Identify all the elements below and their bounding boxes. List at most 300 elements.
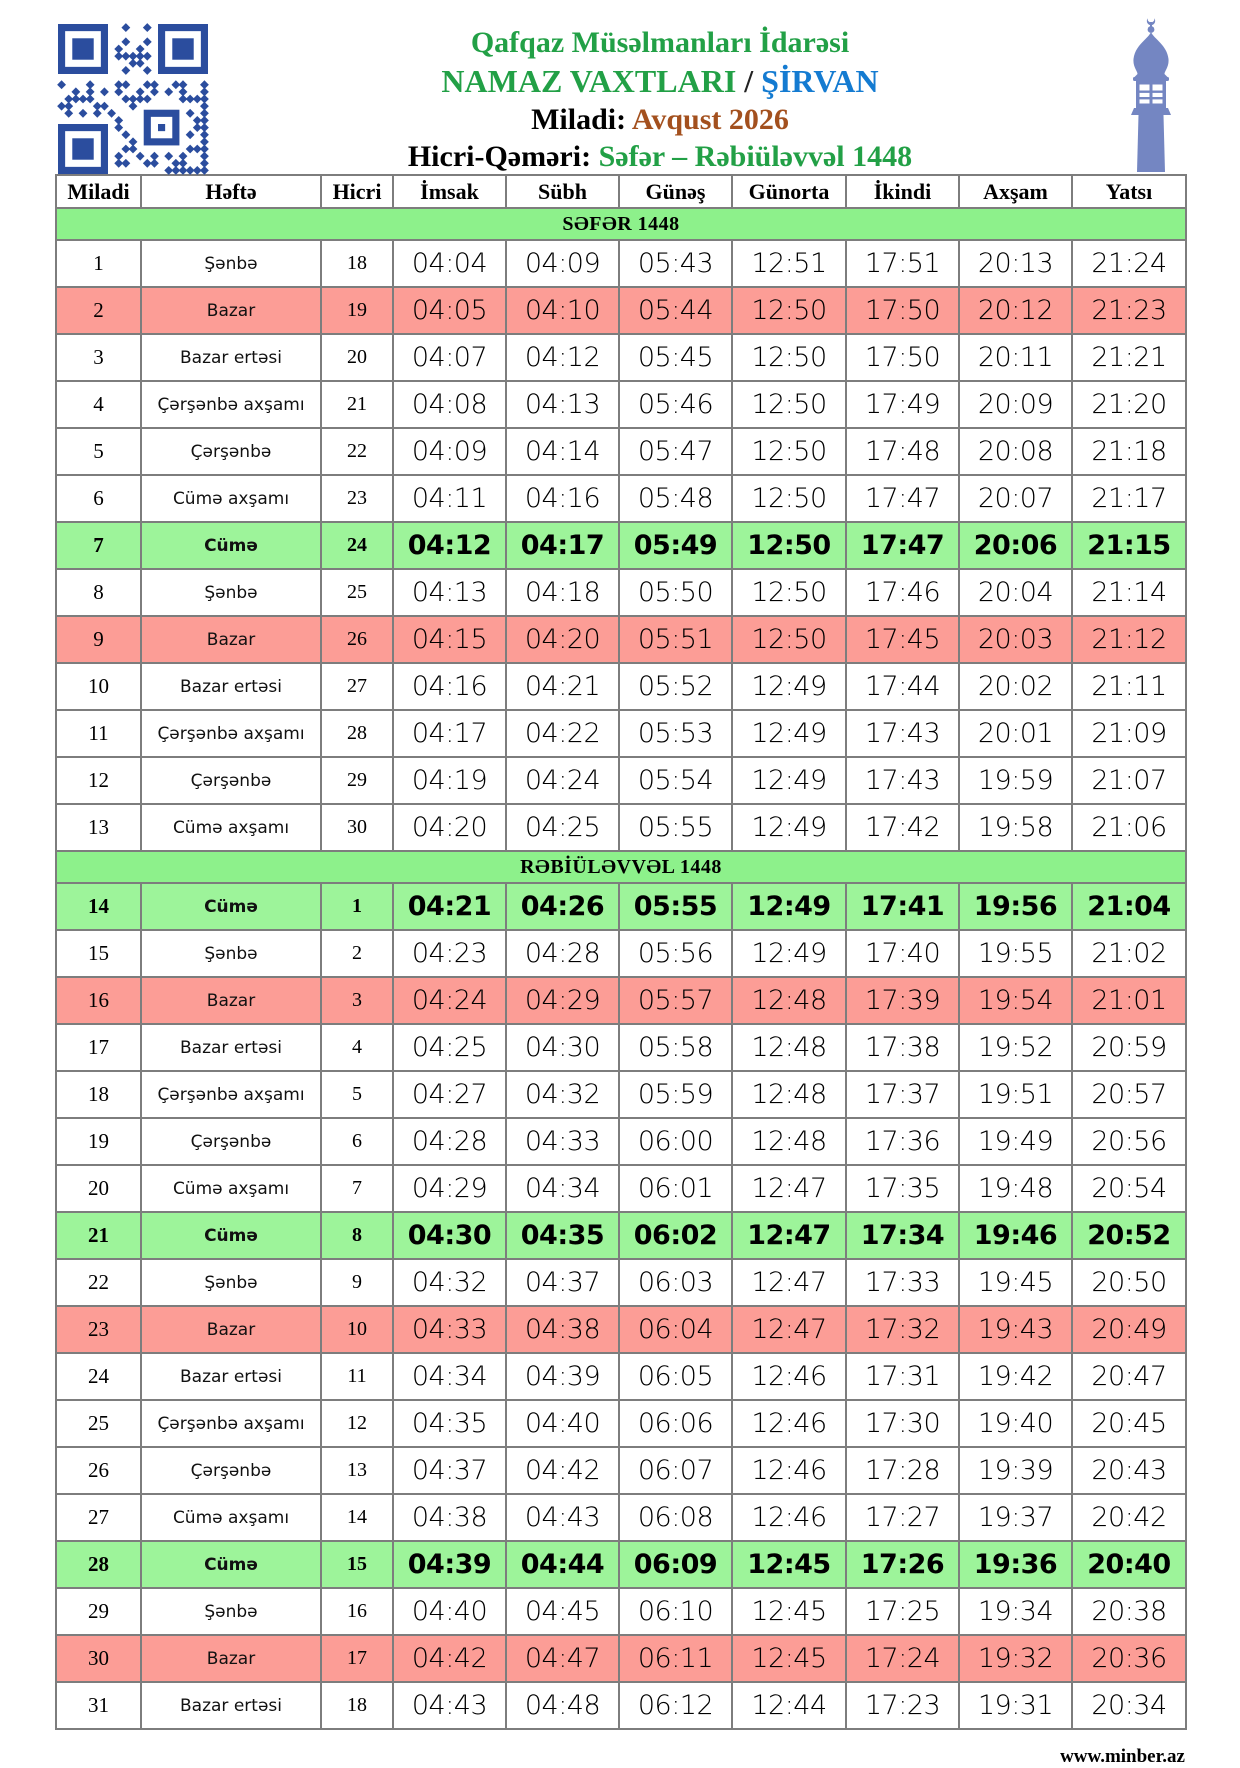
miladi-label: Miladi: <box>531 103 632 136</box>
weekday-cell: Bazar <box>141 977 321 1024</box>
time-cell-axşam: 19:39 <box>959 1447 1072 1494</box>
time-cell-i̇kindi: 17:43 <box>846 757 959 804</box>
miladi-day-cell: 14 <box>56 883 141 930</box>
weekday-cell: Şənbə <box>141 1588 321 1635</box>
time-cell-günəş: 06:04 <box>619 1306 732 1353</box>
hicri-day-cell: 6 <box>321 1118 393 1165</box>
time-cell-axşam: 19:36 <box>959 1541 1072 1588</box>
time-cell-günorta: 12:50 <box>732 381 846 428</box>
column-header-günorta: Günorta <box>732 175 846 208</box>
time-cell-yatsı: 21:06 <box>1072 804 1186 851</box>
day-row <box>56 663 1186 710</box>
hicri-label: Hicri-Qəməri: <box>407 140 599 173</box>
time-cell-i̇kindi: 17:23 <box>846 1682 959 1729</box>
time-cell-yatsı: 20:36 <box>1072 1635 1186 1682</box>
time-cell-axşam: 19:42 <box>959 1353 1072 1400</box>
time-cell-yatsı: 20:40 <box>1072 1541 1186 1588</box>
time-cell-günorta: 12:50 <box>732 428 846 475</box>
time-cell-günorta: 12:50 <box>732 475 846 522</box>
time-cell-günorta: 12:48 <box>732 1118 846 1165</box>
weekday-cell: Cümə axşamı <box>141 475 321 522</box>
time-cell-axşam: 19:54 <box>959 977 1072 1024</box>
time-cell-yatsı: 20:59 <box>1072 1024 1186 1071</box>
time-cell-yatsı: 20:57 <box>1072 1071 1186 1118</box>
weekday-cell: Çərşənbə <box>141 757 321 804</box>
time-cell-i̇msak: 04:25 <box>393 1024 506 1071</box>
time-cell-günəş: 05:48 <box>619 475 732 522</box>
weekday-cell: Cümə <box>141 883 321 930</box>
time-cell-i̇kindi: 17:37 <box>846 1071 959 1118</box>
time-cell-günəş: 05:43 <box>619 240 732 287</box>
time-cell-i̇msak: 04:38 <box>393 1494 506 1541</box>
time-cell-günorta: 12:51 <box>732 240 846 287</box>
day-row <box>56 1541 1186 1588</box>
weekday-cell: Cümə axşamı <box>141 1494 321 1541</box>
time-cell-günəş: 06:00 <box>619 1118 732 1165</box>
day-row <box>56 522 1186 569</box>
time-cell-i̇msak: 04:40 <box>393 1588 506 1635</box>
time-cell-günəş: 06:10 <box>619 1588 732 1635</box>
time-cell-günəş: 05:56 <box>619 930 732 977</box>
time-cell-günəş: 05:55 <box>619 883 732 930</box>
time-cell-günəş: 06:07 <box>619 1447 732 1494</box>
time-cell-i̇msak: 04:13 <box>393 569 506 616</box>
time-cell-axşam: 20:02 <box>959 663 1072 710</box>
miladi-day-cell: 19 <box>56 1118 141 1165</box>
time-cell-yatsı: 21:23 <box>1072 287 1186 334</box>
time-cell-yatsı: 21:01 <box>1072 977 1186 1024</box>
time-cell-günəş: 05:53 <box>619 710 732 757</box>
day-row <box>56 1588 1186 1635</box>
time-cell-sübh: 04:17 <box>506 522 619 569</box>
time-cell-günorta: 12:47 <box>732 1306 846 1353</box>
column-header-row <box>56 175 1186 208</box>
miladi-day-cell: 11 <box>56 710 141 757</box>
time-cell-günorta: 12:50 <box>732 616 846 663</box>
hicri-day-cell: 14 <box>321 1494 393 1541</box>
weekday-cell: Cümə axşamı <box>141 1165 321 1212</box>
time-cell-i̇kindi: 17:32 <box>846 1306 959 1353</box>
time-cell-günorta: 12:49 <box>732 710 846 757</box>
miladi-day-cell: 22 <box>56 1259 141 1306</box>
time-cell-günəş: 06:01 <box>619 1165 732 1212</box>
time-cell-sübh: 04:47 <box>506 1635 619 1682</box>
time-cell-günorta: 12:48 <box>732 1024 846 1071</box>
prayer-times-table <box>55 174 1187 1730</box>
time-cell-günəş: 05:47 <box>619 428 732 475</box>
weekday-cell: Çərşənbə axşamı <box>141 710 321 757</box>
time-cell-axşam: 20:07 <box>959 475 1072 522</box>
time-cell-sübh: 04:09 <box>506 240 619 287</box>
time-cell-sübh: 04:21 <box>506 663 619 710</box>
time-cell-axşam: 19:32 <box>959 1635 1072 1682</box>
time-cell-i̇kindi: 17:46 <box>846 569 959 616</box>
time-cell-günorta: 12:45 <box>732 1635 846 1682</box>
time-cell-sübh: 04:28 <box>506 930 619 977</box>
miladi-day-cell: 12 <box>56 757 141 804</box>
time-cell-axşam: 19:40 <box>959 1400 1072 1447</box>
time-cell-günorta: 12:49 <box>732 930 846 977</box>
hicri-day-cell: 27 <box>321 663 393 710</box>
hicri-day-cell: 13 <box>321 1447 393 1494</box>
hicri-day-cell: 22 <box>321 428 393 475</box>
hicri-day-cell: 28 <box>321 710 393 757</box>
time-cell-i̇kindi: 17:47 <box>846 475 959 522</box>
time-cell-sübh: 04:16 <box>506 475 619 522</box>
time-cell-axşam: 19:58 <box>959 804 1072 851</box>
time-cell-axşam: 19:52 <box>959 1024 1072 1071</box>
time-cell-yatsı: 20:49 <box>1072 1306 1186 1353</box>
time-cell-günorta: 12:48 <box>732 977 846 1024</box>
time-cell-i̇kindi: 17:35 <box>846 1165 959 1212</box>
day-row <box>56 475 1186 522</box>
day-row <box>56 710 1186 757</box>
time-cell-sübh: 04:32 <box>506 1071 619 1118</box>
weekday-cell: Çərşənbə axşamı <box>141 1400 321 1447</box>
time-cell-axşam: 20:11 <box>959 334 1072 381</box>
time-cell-günəş: 05:57 <box>619 977 732 1024</box>
day-row <box>56 1024 1186 1071</box>
time-cell-günorta: 12:47 <box>732 1259 846 1306</box>
time-cell-i̇kindi: 17:48 <box>846 428 959 475</box>
city-name: ŞİRVAN <box>761 63 879 99</box>
miladi-day-cell: 4 <box>56 381 141 428</box>
time-cell-i̇kindi: 17:45 <box>846 616 959 663</box>
time-cell-yatsı: 21:02 <box>1072 930 1186 977</box>
time-cell-günəş: 06:06 <box>619 1400 732 1447</box>
time-cell-günəş: 05:52 <box>619 663 732 710</box>
time-cell-i̇kindi: 17:49 <box>846 381 959 428</box>
time-cell-yatsı: 21:17 <box>1072 475 1186 522</box>
day-row <box>56 1682 1186 1729</box>
time-cell-sübh: 04:20 <box>506 616 619 663</box>
time-cell-yatsı: 20:42 <box>1072 1494 1186 1541</box>
hicri-day-cell: 10 <box>321 1306 393 1353</box>
time-cell-günorta: 12:47 <box>732 1165 846 1212</box>
time-cell-yatsı: 21:14 <box>1072 569 1186 616</box>
day-row <box>56 1212 1186 1259</box>
time-cell-yatsı: 20:52 <box>1072 1212 1186 1259</box>
weekday-cell: Cümə <box>141 1541 321 1588</box>
time-cell-i̇msak: 04:29 <box>393 1165 506 1212</box>
miladi-day-cell: 1 <box>56 240 141 287</box>
time-cell-i̇msak: 04:23 <box>393 930 506 977</box>
time-cell-sübh: 04:39 <box>506 1353 619 1400</box>
column-header-hicri: Hicri <box>321 175 393 208</box>
weekday-cell: Şənbə <box>141 569 321 616</box>
miladi-day-cell: 17 <box>56 1024 141 1071</box>
miladi-day-cell: 9 <box>56 616 141 663</box>
miladi-day-cell: 28 <box>56 1541 141 1588</box>
time-cell-yatsı: 21:11 <box>1072 663 1186 710</box>
time-cell-i̇kindi: 17:42 <box>846 804 959 851</box>
weekday-cell: Cümə axşamı <box>141 804 321 851</box>
time-cell-i̇kindi: 17:26 <box>846 1541 959 1588</box>
weekday-cell: Çərşənbə axşamı <box>141 381 321 428</box>
time-cell-günəş: 05:45 <box>619 334 732 381</box>
hicri-day-cell: 9 <box>321 1259 393 1306</box>
miladi-day-cell: 24 <box>56 1353 141 1400</box>
month-section-title: SƏFƏR 1448 <box>56 208 1186 240</box>
time-cell-i̇msak: 04:19 <box>393 757 506 804</box>
time-cell-günorta: 12:50 <box>732 522 846 569</box>
time-cell-i̇msak: 04:42 <box>393 1635 506 1682</box>
day-row <box>56 930 1186 977</box>
time-cell-axşam: 20:08 <box>959 428 1072 475</box>
time-cell-yatsı: 21:09 <box>1072 710 1186 757</box>
day-row <box>56 240 1186 287</box>
time-cell-günorta: 12:46 <box>732 1353 846 1400</box>
day-row <box>56 1118 1186 1165</box>
time-cell-i̇kindi: 17:51 <box>846 240 959 287</box>
weekday-cell: Çərşənbə <box>141 1447 321 1494</box>
time-cell-i̇msak: 04:43 <box>393 1682 506 1729</box>
time-cell-yatsı: 21:07 <box>1072 757 1186 804</box>
time-cell-yatsı: 20:47 <box>1072 1353 1186 1400</box>
time-cell-i̇msak: 04:39 <box>393 1541 506 1588</box>
time-cell-günorta: 12:45 <box>732 1541 846 1588</box>
time-cell-i̇msak: 04:24 <box>393 977 506 1024</box>
time-cell-yatsı: 21:12 <box>1072 616 1186 663</box>
day-row <box>56 334 1186 381</box>
time-cell-sübh: 04:33 <box>506 1118 619 1165</box>
time-cell-i̇kindi: 17:43 <box>846 710 959 757</box>
time-cell-i̇msak: 04:28 <box>393 1118 506 1165</box>
time-cell-axşam: 19:34 <box>959 1588 1072 1635</box>
time-cell-sübh: 04:24 <box>506 757 619 804</box>
weekday-cell: Cümə <box>141 1212 321 1259</box>
time-cell-axşam: 19:46 <box>959 1212 1072 1259</box>
time-cell-yatsı: 21:24 <box>1072 240 1186 287</box>
miladi-day-cell: 29 <box>56 1588 141 1635</box>
time-cell-günəş: 05:58 <box>619 1024 732 1071</box>
column-header-i̇kindi: İkindi <box>846 175 959 208</box>
hicri-day-cell: 18 <box>321 240 393 287</box>
weekday-cell: Bazar ertəsi <box>141 1682 321 1729</box>
time-cell-axşam: 19:55 <box>959 930 1072 977</box>
hicri-day-cell: 24 <box>321 522 393 569</box>
time-cell-i̇kindi: 17:30 <box>846 1400 959 1447</box>
miladi-day-cell: 8 <box>56 569 141 616</box>
time-cell-axşam: 20:09 <box>959 381 1072 428</box>
miladi-day-cell: 16 <box>56 977 141 1024</box>
page-title <box>220 61 1100 102</box>
time-cell-i̇kindi: 17:38 <box>846 1024 959 1071</box>
time-cell-yatsı: 21:15 <box>1072 522 1186 569</box>
column-header-günəş: Günəş <box>619 175 732 208</box>
time-cell-sübh: 04:48 <box>506 1682 619 1729</box>
time-cell-i̇msak: 04:37 <box>393 1447 506 1494</box>
miladi-day-cell: 23 <box>56 1306 141 1353</box>
hicri-day-cell: 2 <box>321 930 393 977</box>
website-link[interactable]: www.minber.az <box>1060 1746 1185 1767</box>
time-cell-i̇msak: 04:21 <box>393 883 506 930</box>
time-cell-i̇kindi: 17:47 <box>846 522 959 569</box>
time-cell-günəş: 06:02 <box>619 1212 732 1259</box>
column-header-axşam: Axşam <box>959 175 1072 208</box>
weekday-cell: Bazar ertəsi <box>141 1024 321 1071</box>
hicri-day-cell: 23 <box>321 475 393 522</box>
time-cell-i̇msak: 04:33 <box>393 1306 506 1353</box>
hicri-value: Səfər – Rəbiüləvvəl 1448 <box>598 140 913 173</box>
time-cell-sübh: 04:43 <box>506 1494 619 1541</box>
time-cell-sübh: 04:10 <box>506 287 619 334</box>
time-cell-günəş: 05:46 <box>619 381 732 428</box>
hicri-day-cell: 11 <box>321 1353 393 1400</box>
day-row <box>56 757 1186 804</box>
time-cell-i̇msak: 04:07 <box>393 334 506 381</box>
day-row <box>56 1071 1186 1118</box>
time-cell-i̇kindi: 17:24 <box>846 1635 959 1682</box>
time-cell-günorta: 12:48 <box>732 1071 846 1118</box>
time-cell-i̇kindi: 17:25 <box>846 1588 959 1635</box>
hicri-day-cell: 29 <box>321 757 393 804</box>
time-cell-günorta: 12:49 <box>732 663 846 710</box>
time-cell-yatsı: 20:34 <box>1072 1682 1186 1729</box>
miladi-day-cell: 2 <box>56 287 141 334</box>
miladi-day-cell: 21 <box>56 1212 141 1259</box>
time-cell-i̇msak: 04:04 <box>393 240 506 287</box>
time-cell-sübh: 04:29 <box>506 977 619 1024</box>
page-header <box>0 0 1240 174</box>
time-cell-yatsı: 21:21 <box>1072 334 1186 381</box>
hicri-day-cell: 17 <box>321 1635 393 1682</box>
miladi-day-cell: 6 <box>56 475 141 522</box>
hicri-day-cell: 8 <box>321 1212 393 1259</box>
miladi-day-cell: 13 <box>56 804 141 851</box>
time-cell-i̇kindi: 17:39 <box>846 977 959 1024</box>
day-row <box>56 428 1186 475</box>
time-cell-i̇msak: 04:05 <box>393 287 506 334</box>
time-cell-günorta: 12:49 <box>732 804 846 851</box>
day-row <box>56 1353 1186 1400</box>
time-cell-axşam: 19:31 <box>959 1682 1072 1729</box>
weekday-cell: Bazar ertəsi <box>141 334 321 381</box>
time-cell-yatsı: 21:04 <box>1072 883 1186 930</box>
time-cell-i̇kindi: 17:34 <box>846 1212 959 1259</box>
hicri-day-cell: 25 <box>321 569 393 616</box>
time-cell-i̇msak: 04:32 <box>393 1259 506 1306</box>
miladi-day-cell: 7 <box>56 522 141 569</box>
hicri-day-cell: 30 <box>321 804 393 851</box>
miladi-day-cell: 3 <box>56 334 141 381</box>
time-cell-günorta: 12:50 <box>732 287 846 334</box>
time-cell-i̇msak: 04:09 <box>393 428 506 475</box>
time-cell-axşam: 19:56 <box>959 883 1072 930</box>
time-cell-yatsı: 20:54 <box>1072 1165 1186 1212</box>
time-cell-i̇msak: 04:35 <box>393 1400 506 1447</box>
weekday-cell: Cümə <box>141 522 321 569</box>
day-row <box>56 616 1186 663</box>
time-cell-axşam: 20:12 <box>959 287 1072 334</box>
time-cell-sübh: 04:26 <box>506 883 619 930</box>
time-cell-günəş: 05:59 <box>619 1071 732 1118</box>
miladi-day-cell: 18 <box>56 1071 141 1118</box>
time-cell-i̇msak: 04:11 <box>393 475 506 522</box>
weekday-cell: Çərşənbə axşamı <box>141 1071 321 1118</box>
miladi-day-cell: 20 <box>56 1165 141 1212</box>
time-cell-günorta: 12:46 <box>732 1400 846 1447</box>
time-cell-axşam: 19:48 <box>959 1165 1072 1212</box>
hicri-day-cell: 16 <box>321 1588 393 1635</box>
miladi-value: Avqust 2026 <box>631 103 789 136</box>
time-cell-yatsı: 20:50 <box>1072 1259 1186 1306</box>
page-title-main: NAMAZ VAXTLARI <box>441 63 737 99</box>
miladi-day-cell: 5 <box>56 428 141 475</box>
time-cell-günorta: 12:46 <box>732 1447 846 1494</box>
time-cell-axşam: 20:01 <box>959 710 1072 757</box>
time-cell-günəş: 06:11 <box>619 1635 732 1682</box>
day-row <box>56 1306 1186 1353</box>
time-cell-i̇msak: 04:15 <box>393 616 506 663</box>
time-cell-günorta: 12:49 <box>732 757 846 804</box>
time-cell-axşam: 20:03 <box>959 616 1072 663</box>
day-row <box>56 1165 1186 1212</box>
time-cell-sübh: 04:40 <box>506 1400 619 1447</box>
hicri-day-cell: 21 <box>321 381 393 428</box>
organization-title: Qafqaz Müsəlmanları İdarəsi <box>470 26 850 59</box>
weekday-cell: Bazar ertəsi <box>141 1353 321 1400</box>
time-cell-sübh: 04:30 <box>506 1024 619 1071</box>
time-cell-günorta: 12:49 <box>732 883 846 930</box>
time-cell-günorta: 12:47 <box>732 1212 846 1259</box>
time-cell-günəş: 06:05 <box>619 1353 732 1400</box>
time-cell-günəş: 06:12 <box>619 1682 732 1729</box>
time-cell-axşam: 19:49 <box>959 1118 1072 1165</box>
month-section-row <box>56 208 1186 240</box>
miladi-day-cell: 30 <box>56 1635 141 1682</box>
miladi-line <box>220 102 1100 138</box>
weekday-cell: Şənbə <box>141 930 321 977</box>
time-cell-günəş: 05:54 <box>619 757 732 804</box>
time-cell-i̇msak: 04:08 <box>393 381 506 428</box>
time-cell-günəş: 06:09 <box>619 1541 732 1588</box>
day-row <box>56 1259 1186 1306</box>
hicri-day-cell: 1 <box>321 883 393 930</box>
weekday-cell: Şənbə <box>141 240 321 287</box>
time-cell-günorta: 12:50 <box>732 334 846 381</box>
time-cell-axşam: 20:06 <box>959 522 1072 569</box>
hicri-day-cell: 5 <box>321 1071 393 1118</box>
time-cell-günəş: 05:44 <box>619 287 732 334</box>
time-cell-axşam: 19:51 <box>959 1071 1072 1118</box>
time-cell-i̇kindi: 17:31 <box>846 1353 959 1400</box>
time-cell-i̇kindi: 17:50 <box>846 287 959 334</box>
time-cell-i̇msak: 04:16 <box>393 663 506 710</box>
miladi-day-cell: 27 <box>56 1494 141 1541</box>
hicri-line <box>220 138 1100 175</box>
time-cell-yatsı: 20:43 <box>1072 1447 1186 1494</box>
hicri-day-cell: 20 <box>321 334 393 381</box>
weekday-cell: Bazar <box>141 1635 321 1682</box>
time-cell-günəş: 06:03 <box>619 1259 732 1306</box>
time-cell-yatsı: 21:20 <box>1072 381 1186 428</box>
time-cell-axşam: 19:43 <box>959 1306 1072 1353</box>
time-cell-günorta: 12:45 <box>732 1588 846 1635</box>
day-row <box>56 804 1186 851</box>
time-cell-yatsı: 20:45 <box>1072 1400 1186 1447</box>
column-header-həftə: Həftə <box>141 175 321 208</box>
weekday-cell: Bazar <box>141 287 321 334</box>
hicri-day-cell: 3 <box>321 977 393 1024</box>
time-cell-i̇kindi: 17:28 <box>846 1447 959 1494</box>
day-row <box>56 977 1186 1024</box>
time-cell-günəş: 06:08 <box>619 1494 732 1541</box>
hicri-day-cell: 19 <box>321 287 393 334</box>
time-cell-sübh: 04:12 <box>506 334 619 381</box>
time-cell-sübh: 04:42 <box>506 1447 619 1494</box>
column-header-i̇msak: İmsak <box>393 175 506 208</box>
